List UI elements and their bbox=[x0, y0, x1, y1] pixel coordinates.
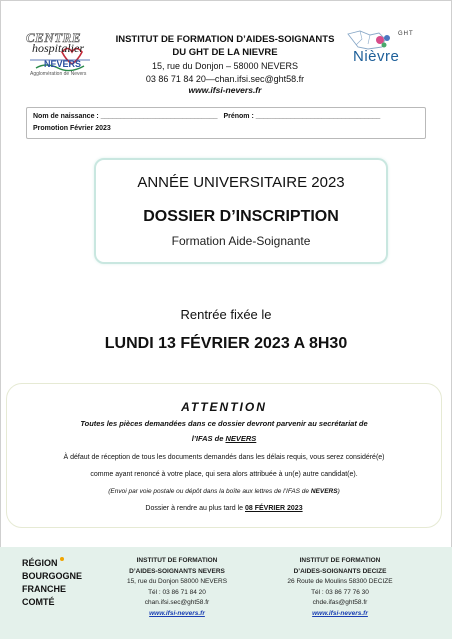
ght-nievre-logo bbox=[340, 28, 430, 76]
attention-line4: comme ayant renoncé à votre place, qui sera alors attribuée à un(e) autre candidat(e). bbox=[90, 471, 358, 478]
nevers-website-link[interactable]: www.ifsi-nevers.fr bbox=[149, 609, 205, 617]
attention-box bbox=[6, 383, 442, 528]
institute-name-line1: INSTITUT DE FORMATION D’AIDES-SOIGNANTS bbox=[115, 34, 335, 45]
deadline-label: Dossier à rendre au plus tard le bbox=[145, 505, 245, 512]
attention-line2-place: NEVERS bbox=[225, 434, 257, 443]
ght-label: GHT bbox=[398, 31, 414, 37]
nevers-title1: INSTITUT DE FORMATION bbox=[136, 557, 218, 564]
attention-line5-prefix: (Envoi par voie postale ou dépôt dans la boîte aux lettres de l’IFAS de bbox=[108, 488, 311, 495]
decize-tel: Tél : 03 86 77 76 30 bbox=[311, 588, 369, 596]
institute-address: 15, rue du Donjon – 58000 NEVERS bbox=[151, 61, 299, 71]
first-name-field[interactable]: ________________________________ bbox=[255, 113, 381, 120]
nevers-tel: Tél : 03 86 71 84 20 bbox=[148, 588, 206, 596]
decize-email[interactable]: chde.ifas@ght58.fr bbox=[312, 599, 368, 606]
attention-line5 bbox=[7, 488, 441, 495]
region-line3: FRANCHE bbox=[22, 584, 66, 594]
birth-name-field[interactable]: ______________________________ bbox=[100, 113, 218, 120]
institute-header bbox=[100, 33, 350, 96]
nevers-email[interactable]: chan.ifsi.sec@ght58.fr bbox=[144, 599, 210, 606]
attention-line1: Toutes les pièces demandées dans ce dossier devront parvenir au secrétariat de bbox=[80, 419, 368, 428]
title-box bbox=[94, 158, 388, 264]
region-dot-icon bbox=[60, 557, 64, 561]
nevers-title2: D’AIDES-SOIGNANTS NEVERS bbox=[129, 567, 225, 575]
identity-name-row bbox=[33, 113, 380, 120]
region-line4: COMTÉ bbox=[22, 597, 55, 607]
nevers-address: 15, rue du Donjon 58000 NEVERS bbox=[126, 578, 228, 585]
academic-year: ANNÉE UNIVERSITAIRE 2023 bbox=[137, 174, 345, 191]
rentree-date: LUNDI 13 FÉVRIER 2023 A 8H30 bbox=[104, 335, 348, 352]
footer-nevers bbox=[97, 556, 257, 619]
footer bbox=[0, 547, 452, 639]
logo-hospitalier: hospitalier bbox=[32, 41, 85, 55]
birth-name-label: Nom de naissance : bbox=[33, 113, 99, 120]
attention-title: ATTENTION bbox=[181, 400, 267, 414]
promotion-label: Promotion Février 2023 bbox=[33, 125, 111, 132]
document-subtitle: Formation Aide-Soignante bbox=[171, 234, 311, 248]
rentree-label: Rentrée fixée le bbox=[180, 307, 272, 322]
attention-line6 bbox=[7, 505, 441, 512]
attention-line3: À défaut de réception de tous les documents demandés dans les délais requis, vous serez considéré(e) bbox=[63, 454, 385, 461]
document-title: DOSSIER D’INSCRIPTION bbox=[143, 208, 339, 225]
region-line2: BOURGOGNE bbox=[22, 571, 83, 581]
footer-decize bbox=[260, 556, 420, 619]
decize-title1: INSTITUT DE FORMATION bbox=[299, 557, 381, 564]
attention-line5-place: NEVERS bbox=[310, 488, 338, 495]
logo-nevers: NEVERS bbox=[44, 59, 82, 69]
identity-box bbox=[26, 107, 426, 139]
attention-line5-suffix: ) bbox=[337, 488, 340, 495]
logo-centre: CENTRE bbox=[26, 30, 82, 45]
nievre-label: Nièvre bbox=[353, 48, 400, 65]
institute-website[interactable]: www.ifsi-nevers.fr bbox=[188, 85, 262, 95]
centre-hospitalier-logo bbox=[20, 30, 100, 78]
first-name-label: Prénom : bbox=[223, 113, 254, 120]
deadline-date: 08 FÉVRIER 2023 bbox=[245, 505, 303, 512]
attention-line2 bbox=[7, 434, 441, 443]
logo-agglo: Agglomération de Nevers bbox=[30, 71, 87, 77]
attention-line2-prefix: l’IFAS de bbox=[191, 434, 226, 443]
decize-website-link[interactable]: www.ifsi-nevers.fr bbox=[312, 609, 368, 617]
region-line1: RÉGION bbox=[22, 558, 58, 568]
institute-contact: 03 86 71 84 20—chan.ifsi.sec@ght58.fr bbox=[145, 74, 305, 84]
decize-title2: D’AIDES-SOIGNANTS DECIZE bbox=[293, 567, 387, 575]
region-logo bbox=[22, 557, 102, 609]
decize-address: 26 Route de Moulins 58300 DECIZE bbox=[287, 578, 393, 585]
institute-name-line2: DU GHT DE LA NIEVRE bbox=[172, 47, 278, 58]
